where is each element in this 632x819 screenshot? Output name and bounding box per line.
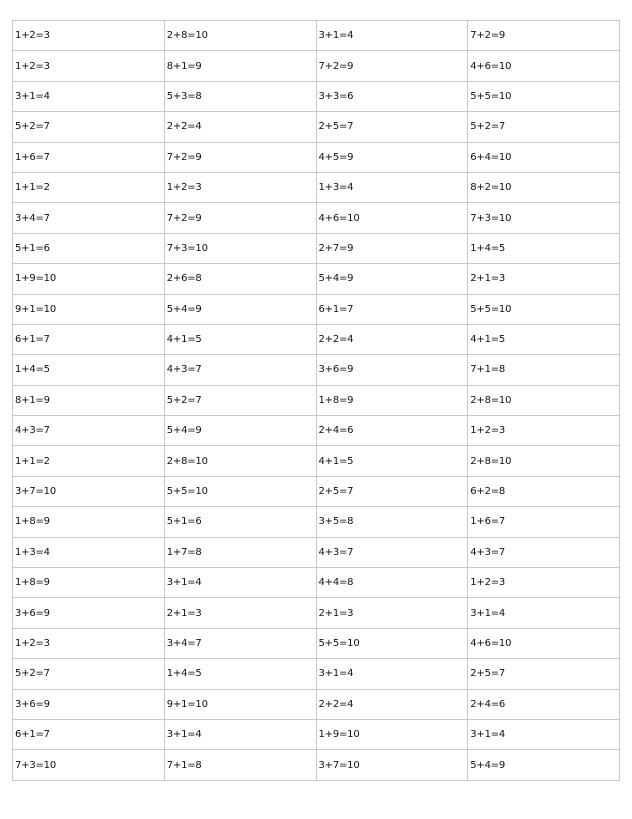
table-row <box>13 628 620 658</box>
equation-cell: 4+6=10 <box>468 628 620 658</box>
equation-cell: 1+3=4 <box>316 172 468 202</box>
equation-cell: 2+8=10 <box>468 385 620 415</box>
equation-cell: 3+1=4 <box>164 568 316 598</box>
table-row <box>13 203 620 233</box>
equation-cell: 1+2=3 <box>13 21 165 51</box>
equation-cell: 3+4=7 <box>164 628 316 658</box>
equation-cell: 7+3=10 <box>468 203 620 233</box>
equation-cell: 3+1=4 <box>316 659 468 689</box>
table-row <box>13 81 620 111</box>
equation-cell: 4+1=5 <box>316 446 468 476</box>
equation-cell: 9+1=10 <box>13 294 165 324</box>
equation-cell: 6+4=10 <box>468 142 620 172</box>
table-row <box>13 324 620 354</box>
equation-cell: 2+2=4 <box>316 689 468 719</box>
equation-cell: 7+3=10 <box>164 233 316 263</box>
equation-cell: 3+1=4 <box>468 598 620 628</box>
equation-cell: 2+5=7 <box>316 476 468 506</box>
equation-cell: 1+7=8 <box>164 537 316 567</box>
equation-cell: 1+2=3 <box>13 51 165 81</box>
equation-cell: 1+9=10 <box>13 264 165 294</box>
equation-cell: 1+2=3 <box>13 628 165 658</box>
equation-cell: 7+1=8 <box>164 750 316 780</box>
equation-cell: 7+2=9 <box>164 203 316 233</box>
equation-cell: 2+1=3 <box>164 598 316 628</box>
equation-cell: 3+5=8 <box>316 507 468 537</box>
equation-cell: 2+4=6 <box>316 416 468 446</box>
table-row <box>13 750 620 780</box>
equation-cell: 2+5=7 <box>468 659 620 689</box>
equation-cell: 1+9=10 <box>316 719 468 749</box>
equation-cell: 7+3=10 <box>13 750 165 780</box>
equation-cell: 3+1=4 <box>468 719 620 749</box>
equation-cell: 2+8=10 <box>468 446 620 476</box>
equation-cell: 4+6=10 <box>316 203 468 233</box>
table-row <box>13 537 620 567</box>
equation-cell: 5+2=7 <box>13 112 165 142</box>
equation-cell: 1+8=9 <box>13 568 165 598</box>
equation-cell: 1+4=5 <box>468 233 620 263</box>
table-row <box>13 142 620 172</box>
equation-cell: 1+8=9 <box>13 507 165 537</box>
equation-cell: 5+4=9 <box>468 750 620 780</box>
table-row <box>13 51 620 81</box>
equation-cell: 3+1=4 <box>13 81 165 111</box>
equation-cell: 2+2=4 <box>316 324 468 354</box>
equation-cell: 4+3=7 <box>13 416 165 446</box>
equation-cell: 5+1=6 <box>164 507 316 537</box>
equation-cell: 5+2=7 <box>164 385 316 415</box>
equation-cell: 1+6=7 <box>13 142 165 172</box>
table-row <box>13 355 620 385</box>
equation-cell: 3+6=9 <box>13 598 165 628</box>
equation-cell: 5+4=9 <box>164 416 316 446</box>
equation-cell: 5+4=9 <box>164 294 316 324</box>
equation-cell: 4+5=9 <box>316 142 468 172</box>
table-row <box>13 172 620 202</box>
table-row <box>13 264 620 294</box>
equation-cell: 7+2=9 <box>316 51 468 81</box>
equation-cell: 3+7=10 <box>316 750 468 780</box>
equation-cell: 9+1=10 <box>164 689 316 719</box>
equation-cell: 2+1=3 <box>468 264 620 294</box>
equation-cell: 4+3=7 <box>468 537 620 567</box>
equation-cell: 1+8=9 <box>316 385 468 415</box>
equation-cell: 3+4=7 <box>13 203 165 233</box>
table-row <box>13 21 620 51</box>
table-row <box>13 507 620 537</box>
equation-cell: 1+2=3 <box>468 416 620 446</box>
equation-cell: 6+1=7 <box>13 719 165 749</box>
equation-cell: 5+5=10 <box>316 628 468 658</box>
equation-cell: 8+1=9 <box>13 385 165 415</box>
table-row <box>13 416 620 446</box>
table-row <box>13 112 620 142</box>
equation-cell: 3+6=9 <box>13 689 165 719</box>
equation-cell: 4+1=5 <box>468 324 620 354</box>
equation-cell: 1+3=4 <box>13 537 165 567</box>
equation-cell: 8+1=9 <box>164 51 316 81</box>
equation-cell: 7+1=8 <box>468 355 620 385</box>
equation-cell: 4+6=10 <box>468 51 620 81</box>
table-row <box>13 476 620 506</box>
equation-cell: 5+5=10 <box>468 81 620 111</box>
equation-cell: 1+6=7 <box>468 507 620 537</box>
equation-cell: 7+2=9 <box>468 21 620 51</box>
equation-cell: 3+7=10 <box>13 476 165 506</box>
equation-cell: 1+2=3 <box>468 568 620 598</box>
equation-cell: 2+7=9 <box>316 233 468 263</box>
table-row <box>13 446 620 476</box>
equation-cell: 2+4=6 <box>468 689 620 719</box>
equation-cell: 5+4=9 <box>316 264 468 294</box>
equation-cell: 6+1=7 <box>316 294 468 324</box>
equation-cell: 4+1=5 <box>164 324 316 354</box>
equation-cell: 2+1=3 <box>316 598 468 628</box>
equation-cell: 3+1=4 <box>164 719 316 749</box>
table-row <box>13 233 620 263</box>
equation-cell: 6+1=7 <box>13 324 165 354</box>
equation-cell: 3+3=6 <box>316 81 468 111</box>
equation-cell: 4+4=8 <box>316 568 468 598</box>
equation-cell: 2+2=4 <box>164 112 316 142</box>
equation-cell: 4+3=7 <box>316 537 468 567</box>
equation-cell: 3+6=9 <box>316 355 468 385</box>
equation-cell: 1+4=5 <box>13 355 165 385</box>
worksheet <box>12 20 620 781</box>
table-row <box>13 689 620 719</box>
equation-cell: 1+1=2 <box>13 172 165 202</box>
equation-cell: 7+2=9 <box>164 142 316 172</box>
equation-cell: 5+3=8 <box>164 81 316 111</box>
table-row <box>13 598 620 628</box>
table-row <box>13 719 620 749</box>
equation-cell: 6+2=8 <box>468 476 620 506</box>
table-row <box>13 385 620 415</box>
table-row <box>13 659 620 689</box>
equation-cell: 5+2=7 <box>13 659 165 689</box>
equation-cell: 3+1=4 <box>316 21 468 51</box>
equation-cell: 1+4=5 <box>164 659 316 689</box>
equation-table-body <box>13 21 620 781</box>
equation-cell: 5+5=10 <box>164 476 316 506</box>
equation-cell: 2+8=10 <box>164 21 316 51</box>
equation-cell: 2+5=7 <box>316 112 468 142</box>
table-row <box>13 294 620 324</box>
equation-cell: 2+8=10 <box>164 446 316 476</box>
table-row <box>13 568 620 598</box>
equation-cell: 5+1=6 <box>13 233 165 263</box>
equation-cell: 5+5=10 <box>468 294 620 324</box>
equation-cell: 1+1=2 <box>13 446 165 476</box>
equation-cell: 1+2=3 <box>164 172 316 202</box>
equation-cell: 2+6=8 <box>164 264 316 294</box>
equation-cell: 8+2=10 <box>468 172 620 202</box>
equation-cell: 5+2=7 <box>468 112 620 142</box>
equation-cell: 4+3=7 <box>164 355 316 385</box>
equation-table <box>12 20 620 781</box>
